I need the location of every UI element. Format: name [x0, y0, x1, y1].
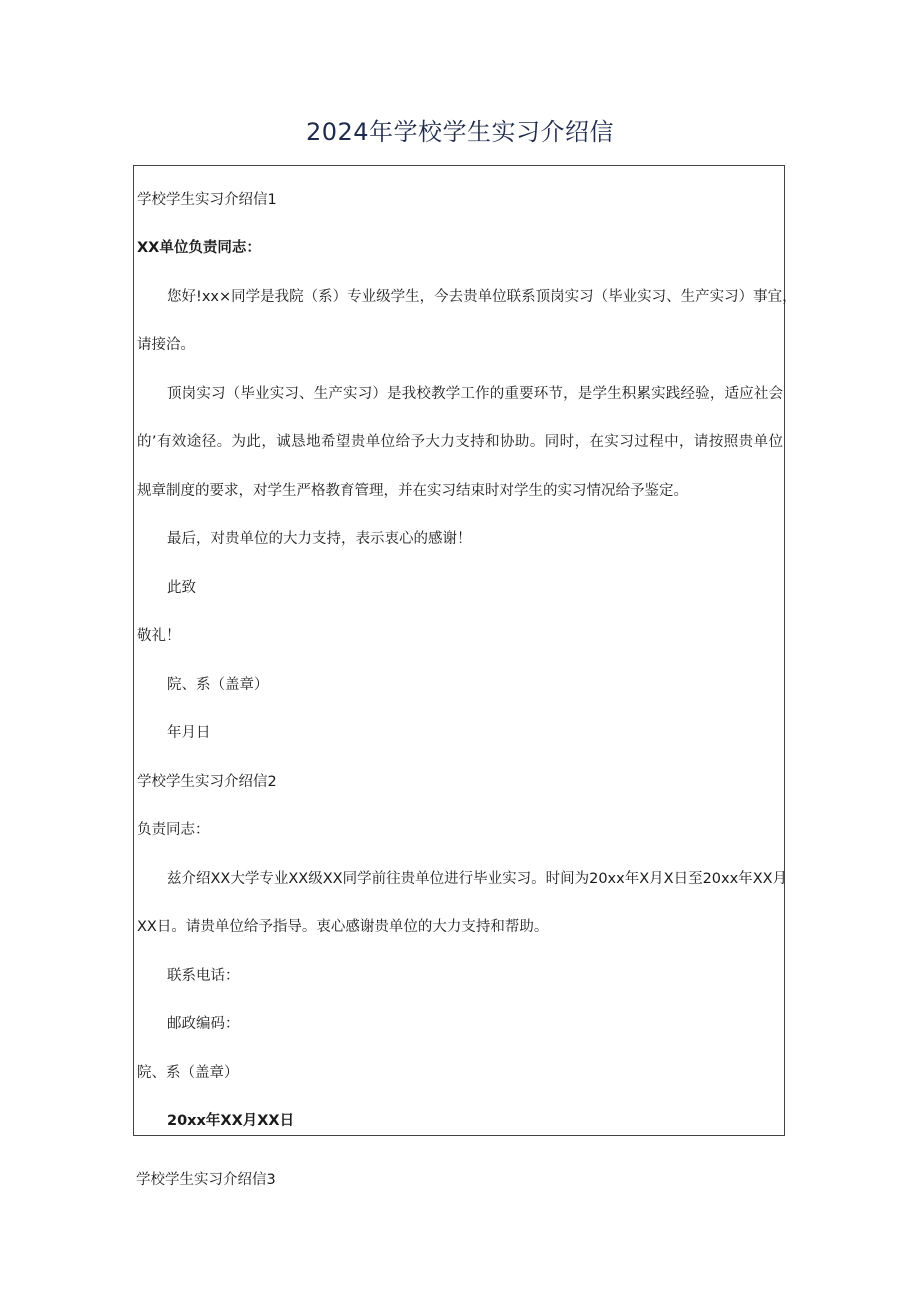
letter1-paragraph1-line2: 请接洽。 [137, 337, 195, 353]
letter1-paragraph2-line3: 规章制度的要求，对学生严格教育管理，并在实习结束时对学生的实习情况给予鉴定。 [137, 483, 688, 499]
document-title: 2024年学校学生实习介绍信 [305, 118, 615, 146]
letter1-signature: 院、系（盖章） [167, 677, 269, 693]
letter1-closing-1: 此致 [167, 580, 196, 596]
letter1-heading: 学校学生实习介绍信1 [137, 192, 277, 208]
letter1-paragraph1-line1: 您好!xx×同学是我院（系）专业级学生，今去贵单位联系顶岗实习（毕业实习、生产实习）事宜， [167, 289, 797, 305]
letter1-salutation: XX单位负责同志： [137, 240, 261, 256]
letter2-heading: 学校学生实习介绍信2 [137, 774, 277, 790]
letter1-paragraph2-line1: 顶岗实习（毕业实习、生产实习）是我校教学工作的重要环节，是学生积累实践经验，适应社会 [167, 386, 783, 402]
letter1-paragraph3: 最后，对贵单位的大力支持，表示衷心的感谢！ [167, 531, 472, 547]
letter2-postcode: 邮政编码： [167, 1016, 240, 1032]
letter2-phone: 联系电话： [167, 968, 240, 984]
letter2-paragraph1-line2: XX日。请贵单位给予指导。衷心感谢贵单位的大力支持和帮助。 [137, 919, 549, 935]
letter1-paragraph2-line2: 的’有效途径。为此，诚恳地希望贵单位给予大力支持和协助。同时，在实习过程中，请按照贵单位 [137, 434, 783, 450]
letter1-date: 年月日 [167, 725, 211, 741]
letters-frame [133, 165, 797, 1136]
letter1-closing-2: 敬礼！ [137, 628, 181, 644]
letter3-heading: 学校学生实习介绍信3 [136, 1172, 276, 1188]
letter2-paragraph1-line1: 兹介绍XX大学专业XX级XX同学前往贵单位进行毕业实习。时间为20xx年X月X日至20xx年XX月 [167, 871, 788, 887]
letter2-signature: 院、系（盖章） [137, 1065, 239, 1081]
letter2-date: 20xx年XX月XX日 [167, 1113, 295, 1129]
letter2-salutation: 负责同志： [137, 822, 210, 838]
